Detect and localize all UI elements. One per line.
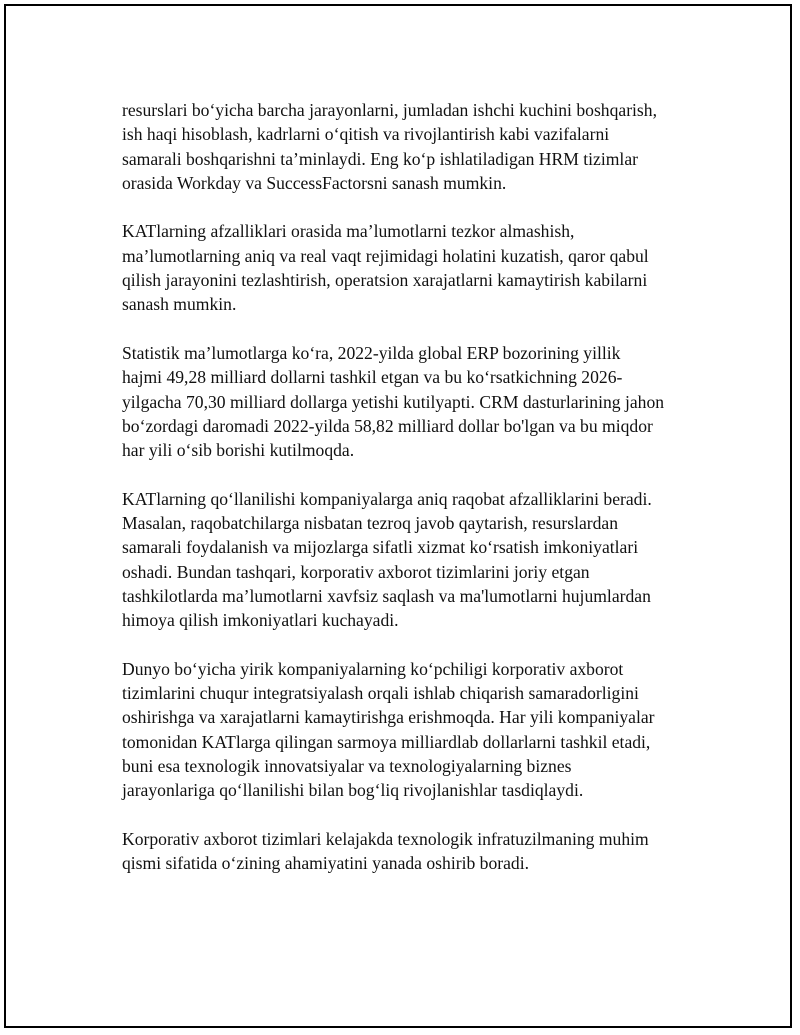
text-line: tomonidan KATlarga qilingan sarmoya milliardlab dollarlarni tashkil etadi, — [122, 731, 651, 752]
paragraph-competitive-advantages — [122, 487, 692, 633]
page-frame — [4, 4, 792, 1028]
text-line: ish haqi hisoblash, kadrlarni oʻqitish va rivojlantirish kabi vazifalarni — [122, 124, 610, 145]
text-line: KATlarning afzalliklari orasida maʼlumotlarni tezkor almashish, — [122, 221, 575, 242]
text-line: Statistik maʼlumotlarga koʻra, 2022-yilda global ERP bozorining yillik — [122, 342, 621, 363]
text-line: sanash mumkin. — [122, 294, 237, 315]
text-line: maʼlumotlarning aniq va real vaqt rejimidagi holatini kuzatish, qaror qabul — [122, 245, 649, 266]
text-line: himoya qilish imkoniyatlari kuchayadi. — [122, 610, 399, 631]
document-body — [122, 98, 692, 900]
text-line: qilish jarayonini tezlashtirish, operatsion xarajatlarni kamaytirish kabilarni — [122, 270, 648, 291]
paragraph-hrm-systems — [122, 98, 692, 195]
text-line: buni esa texnologik innovatsiyalar va texnologiyalarning biznes — [122, 756, 572, 777]
text-line: qismi sifatida oʻzining ahamiyatini yanada oshirib boradi. — [122, 853, 530, 874]
text-line: har yili oʻsib borishi kutilmoqda. — [122, 440, 355, 461]
text-line: orasida Workday va SuccessFactorsni sanash mumkin. — [122, 172, 507, 193]
text-line: samarali foydalanish va mijozlarga sifatli xizmat koʻrsatish imkoniyatlari — [122, 537, 639, 558]
text-line: Masalan, raqobatchilarga nisbatan tezroq javob qaytarish, resurslardan — [122, 513, 619, 534]
text-line: samarali boshqarishni taʼminlaydi. Eng koʻp ishlatiladigan HRM tizimlar — [122, 148, 638, 169]
paragraph-conclusion — [122, 827, 692, 876]
text-line: oshirishga va xarajatlarni kamaytirishga erishmoqda. Har yili kompaniyalar — [122, 707, 655, 728]
text-line: hajmi 49,28 milliard dollarni tashkil etgan va bu koʻrsatkichning 2026- — [122, 367, 623, 388]
text-line: KATlarning qoʻllanilishi kompaniyalarga aniq raqobat afzalliklarini beradi. — [122, 488, 652, 509]
text-line: tizimlarini chuqur integratsiyalash orqali ishlab chiqarish samaradorligini — [122, 683, 639, 704]
text-line: Korporativ axborot tizimlari kelajakda texnologik infratuzilmaning muhim — [122, 828, 649, 849]
paragraph-statistics — [122, 341, 692, 462]
text-line: oshadi. Bundan tashqari, korporativ axborot tizimlarini joriy etgan — [122, 561, 590, 582]
text-line: resurslari boʻyicha barcha jarayonlarni, jumladan ishchi kuchini boshqarish, — [122, 100, 657, 120]
text-line: yilgacha 70,30 milliard dollarga yetishi kutilyapti. CRM dasturlarining jahon — [122, 391, 665, 412]
text-line: Dunyo boʻyicha yirik kompaniyalarning koʻpchiligi korporativ axborot — [122, 658, 624, 679]
paragraph-advantages — [122, 219, 692, 316]
text-line: tashkilotlarda maʼlumotlarni xavfsiz saqlash va ma'lumotlarni hujumlardan — [122, 585, 651, 606]
paragraph-global-companies — [122, 657, 692, 803]
text-line: boʻzordagi daromadi 2022-yilda 58,82 milliard dollar bo'lgan va bu miqdor — [122, 415, 653, 436]
text-line: jarayonlariga qoʻllanilishi bilan bogʻliq rivojlanishlar tasdiqlaydi. — [122, 780, 584, 801]
